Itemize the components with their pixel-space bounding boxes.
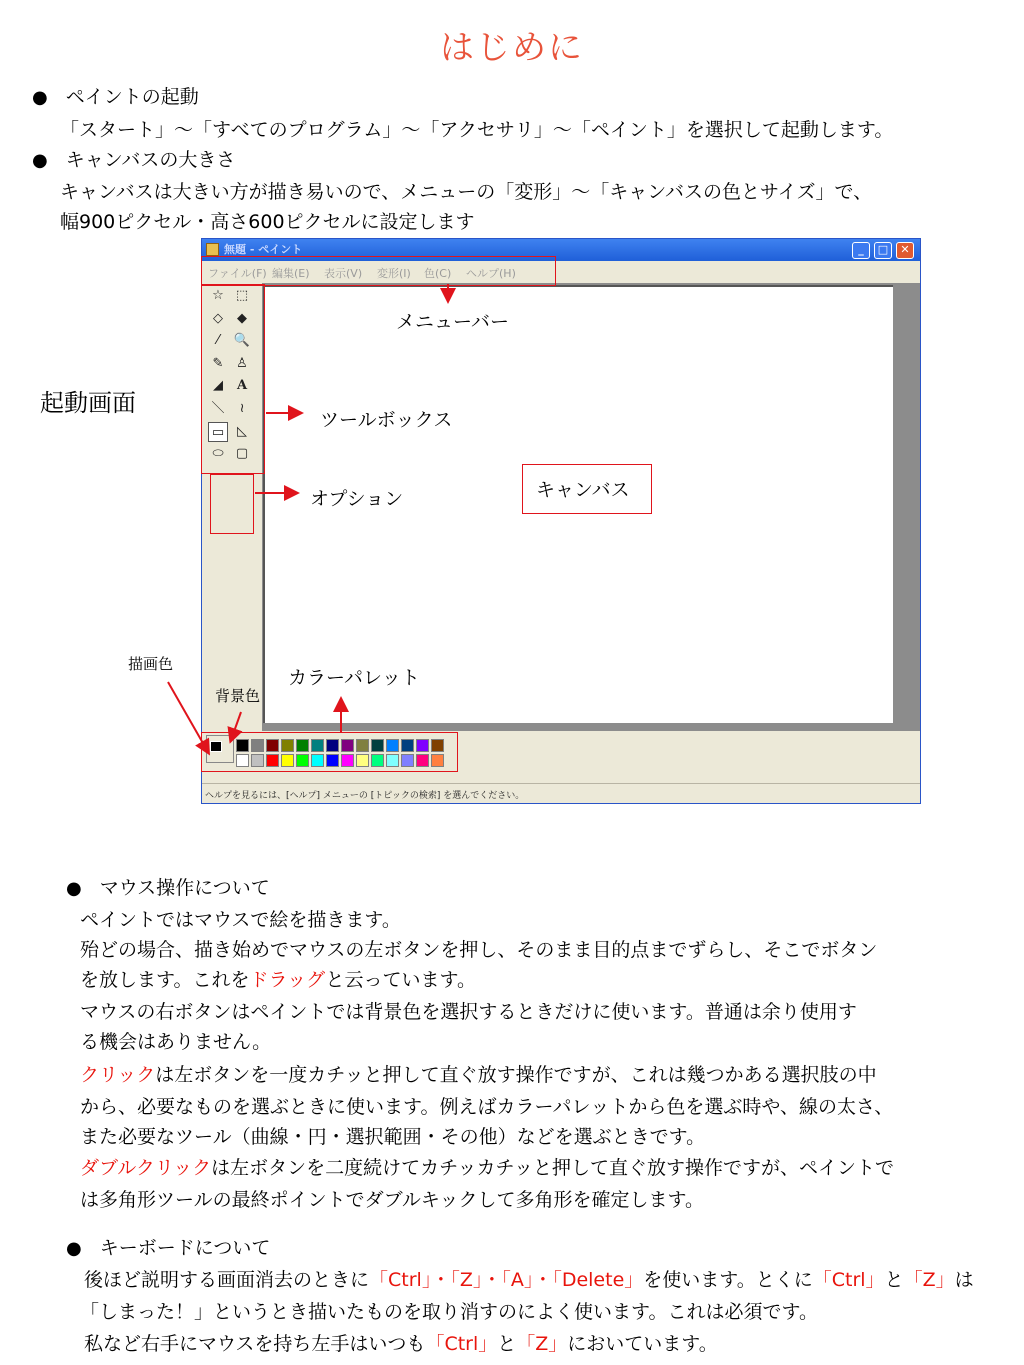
canvas-size-line1: キャンバスは大きい方が描き易いので、メニューの「変形」～「キャンバスの色とサイズ」で、 [60,181,873,203]
airbrush-icon[interactable]: ◢ [213,378,223,393]
bullet-icon: ● [32,150,48,171]
text-span: と [497,1333,517,1355]
eraser-icon[interactable]: ◇ [213,311,223,326]
bg-color-label: 背景色 [215,687,261,705]
magnifier-icon[interactable]: 🔍 [233,333,251,348]
startup-instruction: 「スタート」～「すべてのプログラム」～「アクセサリ」～「ペイント」を選択して起動します。 [60,119,894,141]
polygon-icon[interactable]: ◺ [237,424,247,439]
mouse-p4a [80,1060,877,1087]
draw-color-arrow [168,682,208,752]
mouse-p2b [80,965,476,992]
mouse-p4b: から、必要なものを選ぶときに使います。例えばカラーパレットから色を選ぶ時や、線の太さ、 [80,1096,894,1118]
heading-text: マウス操作について [99,877,270,899]
mouse-p1: ペイントではマウスで絵を描きます。 [80,909,401,931]
canvas-size-line2: 幅900ピクセル・高さ600ピクセルに設定します [60,211,475,233]
free-select-icon[interactable]: ☆ [212,288,224,303]
text-span: を放します。これを [80,969,250,991]
line-icon[interactable]: ＼ [211,401,225,416]
canvas-label: キャンバス [536,479,630,501]
text-span: は左ボタンを一度カチッと押して直ぐ放す操作ですが、これは幾つかある選択肢の中 [155,1064,877,1086]
text-span: と云っています。 [325,969,476,991]
double-click-term: ダブルクリック [80,1157,212,1179]
curve-icon[interactable]: ≀ [239,401,245,416]
mouse-p4c: また必要なツール（曲線・円・選択範囲・その他）などを選ぶときです。 [80,1126,706,1148]
page-title: はじめに [440,28,584,68]
heading-text: キャンバスの大きさ [65,149,236,171]
mouse-p5a [80,1153,894,1180]
options-label: オプション [310,488,404,510]
text-span: と [884,1269,904,1291]
brush-icon[interactable]: ♙ [236,356,248,371]
text-span: は [954,1269,974,1291]
rect-select-icon[interactable]: ⬚ [235,288,249,303]
text-span: 私など右手にマウスを持ち左手はいつも [84,1333,426,1355]
pencil-icon[interactable]: ✎ [212,356,224,371]
window-title: 無題 - ペイント [224,243,303,256]
rectangle-icon[interactable]: ▭ [208,422,228,442]
bullet-icon: ● [66,1238,82,1259]
mouse-p3a: マウスの右ボタンはペイントでは背景色を選択するときだけに使います。普通は余り使用す [80,1001,857,1023]
close-button[interactable]: ✕ [896,242,914,259]
z-key: 「Z」 [903,1269,955,1291]
click-term: クリック [80,1064,156,1086]
fill-icon[interactable]: ◆ [237,311,247,326]
minimize-button[interactable]: _ [852,242,870,259]
maximize-button[interactable]: □ [874,242,892,259]
text-span: 後ほど説明する画面消去のときに [84,1269,370,1291]
text-span: を使います。とくに [643,1269,813,1291]
mouse-p5b: は多角形ツールの最終ポイントでダブルキックして多角形を確定します。 [80,1189,704,1211]
bg-color-arrow [231,712,241,740]
menubar-label: メニューバー [396,311,510,333]
keyboard-l2: 「しまった！」というとき描いたものを取り消すのによく使います。これは必須です。 [80,1301,818,1323]
drag-term: ドラッグ [249,969,326,991]
bullet-icon: ● [32,87,48,108]
z-key: 「Z」 [516,1333,568,1355]
heading-text: キーボードについて [99,1237,271,1259]
section-heading-keyboard [66,1233,270,1260]
toolbox-label: ツールボックス [320,409,453,431]
bullet-icon: ● [66,878,82,899]
startup-screen-label: 起動画面 [40,389,136,417]
ctrl-key: 「Ctrl」 [425,1333,498,1355]
eyedropper-icon[interactable]: ⁄ [216,333,220,348]
heading-text: ペイントの起動 [65,86,199,108]
menu-edit[interactable]: 編集(E) [272,267,310,280]
text-span: においています。 [567,1333,718,1355]
keyboard-l3 [84,1329,718,1356]
key-list: 「Ctrl」・「Z」・「A」・「Delete」 [369,1269,644,1291]
text-span: は左ボタンを二度続けてカチッカチッと押して直ぐ放す操作ですが、ペイントで [211,1157,894,1179]
rounded-rect-icon[interactable]: ▢ [235,446,249,461]
menu-file[interactable]: ファイル(F) [208,267,267,280]
status-text: ヘルプを見るには、[ヘルプ] メニューの [トピックの検索] を選んでください。 [205,791,525,801]
ctrl-key: 「Ctrl」 [812,1269,885,1291]
mouse-p3b: る機会はありません。 [80,1031,272,1053]
draw-color-label: 描画色 [128,655,174,673]
palette-label: カラーパレット [288,667,420,689]
mouse-p2a: 殆どの場合、描き始めでマウスの左ボタンを押し、そのまま目的点までずらし、そこでボタン [80,939,878,961]
keyboard-l1 [84,1265,974,1292]
menu-help[interactable]: ヘルプ(H) [466,267,516,280]
menu-view[interactable]: 表示(V) [324,267,363,280]
menu-image[interactable]: 変形(I) [377,267,411,280]
menu-colors[interactable]: 色(C) [424,267,452,280]
section-heading-mouse [66,873,270,900]
ellipse-icon[interactable]: ⬭ [212,446,224,461]
text-tool-icon[interactable]: A [236,378,248,393]
